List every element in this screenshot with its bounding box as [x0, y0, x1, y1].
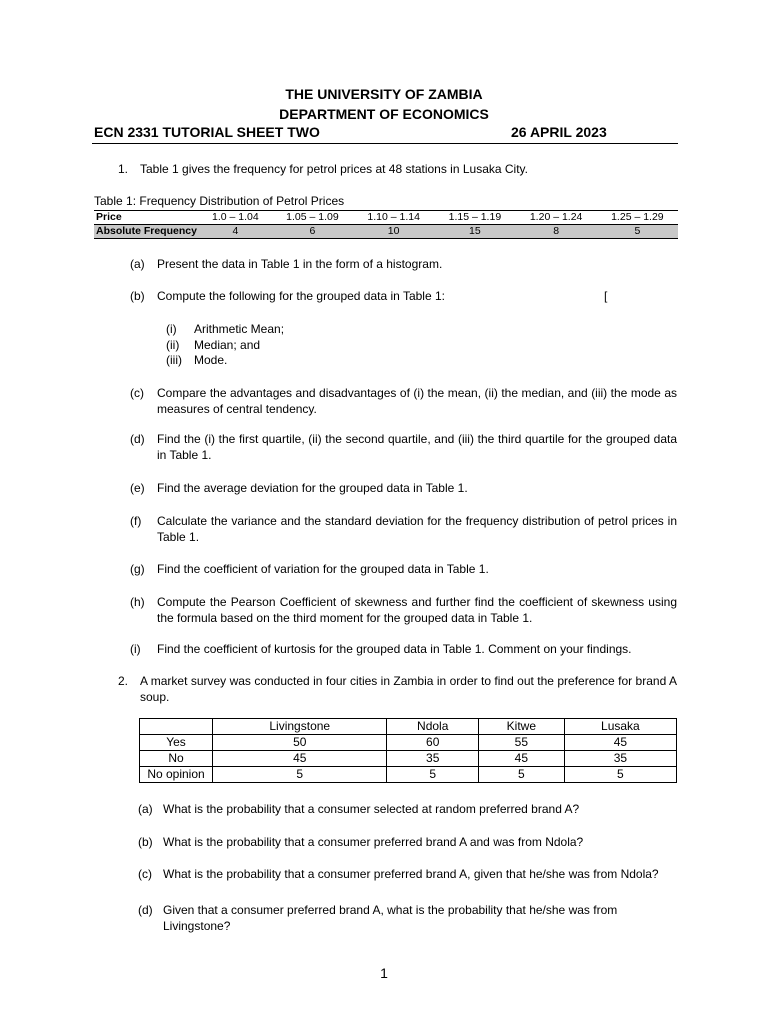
q1f-text: Calculate the variance and the standard deviation for the frequency distribution of petrol prices in Table 1.	[157, 514, 677, 544]
q1h-label: (h)	[130, 595, 145, 609]
survey-city-header: Livingstone	[213, 719, 387, 735]
table1-caption: Table 1: Frequency Distribution of Petrol Prices	[94, 194, 345, 208]
survey-city-header: Ndola	[387, 719, 478, 735]
university-title: THE UNIVERSITY OF ZAMBIA	[285, 86, 483, 102]
table1-frequency-cell: 5	[597, 225, 678, 239]
q2b-text: What is the probability that a consumer preferred brand A and was from Ndola?	[163, 835, 584, 849]
q2d-label: (d)	[138, 903, 153, 917]
q1g-text: Find the coefficient of variation for the grouped data in Table 1.	[157, 562, 489, 576]
table1-frequency-cell: 6	[272, 225, 353, 239]
table1-price-cell: 1.25 – 1.29	[597, 211, 678, 225]
q1b-item-label: (iii)	[166, 353, 182, 367]
survey-cell: 5	[564, 767, 676, 783]
q2c-text: What is the probability that a consumer preferred brand A, given that he/she was from Ndola?	[163, 867, 659, 881]
q2a-label: (a)	[138, 802, 153, 816]
q1c-text: Compare the advantages and disadvantages of (i) the mean, (ii) the median, and (iii) the mode as measures of central tendency.	[157, 386, 677, 416]
survey-row	[140, 751, 677, 767]
q1g-label: (g)	[130, 562, 145, 576]
q1a-label: (a)	[130, 257, 145, 271]
q1i-label: (i)	[130, 642, 141, 656]
q2c-label: (c)	[138, 867, 152, 881]
q1f-label: (f)	[130, 514, 142, 528]
q1b-item-text: Mode.	[194, 353, 228, 367]
q1b-label: (b)	[130, 289, 145, 303]
survey-cell: 45	[478, 751, 564, 767]
header-rule	[92, 143, 678, 144]
q1c-label: (c)	[130, 386, 144, 400]
q1e-label: (e)	[130, 481, 145, 495]
q2d-text: Given that a consumer preferred brand A, what is the probability that he/she was from Livingstone?	[163, 903, 618, 933]
q1d-text: Find the (i) the first quartile, (ii) the second quartile, and (iii) the third quartile for the grouped data in Table 1.	[157, 432, 677, 462]
survey-cell: 45	[564, 735, 676, 751]
q1a-text: Present the data in Table 1 in the form of a histogram.	[157, 257, 443, 271]
q2-text: A market survey was conducted in four cities in Zambia in order to find out the preference for brand A soup.	[140, 674, 677, 704]
table1-price-cell: 1.05 – 1.09	[272, 211, 353, 225]
q1-text: Table 1 gives the frequency for petrol prices at 48 stations in Lusaka City.	[140, 162, 528, 176]
page-number: 1	[380, 965, 388, 981]
table1-price-cell: 1.10 – 1.14	[353, 211, 434, 225]
q2a-text: What is the probability that a consumer selected at random preferred brand A?	[163, 802, 580, 816]
table1-frequency-cell: 15	[434, 225, 515, 239]
sheet-date: 26 APRIL 2023	[511, 124, 607, 140]
q1e-text: Find the average deviation for the grouped data in Table 1.	[157, 481, 468, 495]
survey-cell: 50	[213, 735, 387, 751]
table1-frequency-row	[94, 225, 678, 239]
survey-row-label: No opinion	[140, 767, 213, 783]
q1b-item-text: Arithmetic Mean;	[194, 322, 285, 336]
q1i-text: Find the coefficient of kurtosis for the grouped data in Table 1. Comment on your findings.	[157, 642, 632, 656]
q1h-text: Compute the Pearson Coefficient of skewness and further find the coefficient of skewness using the formula based on the third moment for the grouped data in Table 1.	[157, 595, 677, 625]
table1-price-cell: 1.0 – 1.04	[199, 211, 272, 225]
table1-frequency-cell: 8	[516, 225, 597, 239]
table1-price-row	[94, 211, 678, 225]
table1-frequency-cell: 10	[353, 225, 434, 239]
survey-city-header: Lusaka	[564, 719, 676, 735]
q2-number: 2.	[118, 674, 129, 688]
course-title: ECN 2331 TUTORIAL SHEET TWO	[94, 124, 320, 140]
q1b-text: Compute the following for the grouped data in Table 1:	[157, 289, 445, 303]
table1-frequency-cell: 4	[199, 225, 272, 239]
q1b-item-label: (ii)	[166, 338, 180, 352]
q1b-item-text: Median; and	[194, 338, 261, 352]
survey-table	[139, 718, 677, 783]
survey-row	[140, 767, 677, 783]
survey-cell: 35	[387, 751, 478, 767]
table1-price-cell: 1.15 – 1.19	[434, 211, 515, 225]
survey-row	[140, 735, 677, 751]
survey-corner-cell	[140, 719, 213, 735]
table1	[94, 210, 678, 239]
department-title: DEPARTMENT OF ECONOMICS	[279, 106, 489, 122]
survey-cell: 45	[213, 751, 387, 767]
survey-row-label: Yes	[140, 735, 213, 751]
survey-cell: 55	[478, 735, 564, 751]
q1-number: 1.	[118, 162, 129, 176]
survey-city-header: Kitwe	[478, 719, 564, 735]
survey-cell: 35	[564, 751, 676, 767]
q1b-bracket: [	[604, 289, 608, 303]
table1-row-label: Price	[94, 211, 199, 225]
survey-cell: 5	[478, 767, 564, 783]
table1-row-label: Absolute Frequency	[96, 225, 197, 237]
survey-cell: 5	[387, 767, 478, 783]
survey-cell: 5	[213, 767, 387, 783]
q1b-item-label: (i)	[166, 322, 177, 336]
table1-price-cell: 1.20 – 1.24	[516, 211, 597, 225]
q1d-label: (d)	[130, 432, 145, 446]
survey-cell: 60	[387, 735, 478, 751]
survey-row-label: No	[140, 751, 213, 767]
q2b-label: (b)	[138, 835, 153, 849]
survey-header-row	[140, 719, 677, 735]
